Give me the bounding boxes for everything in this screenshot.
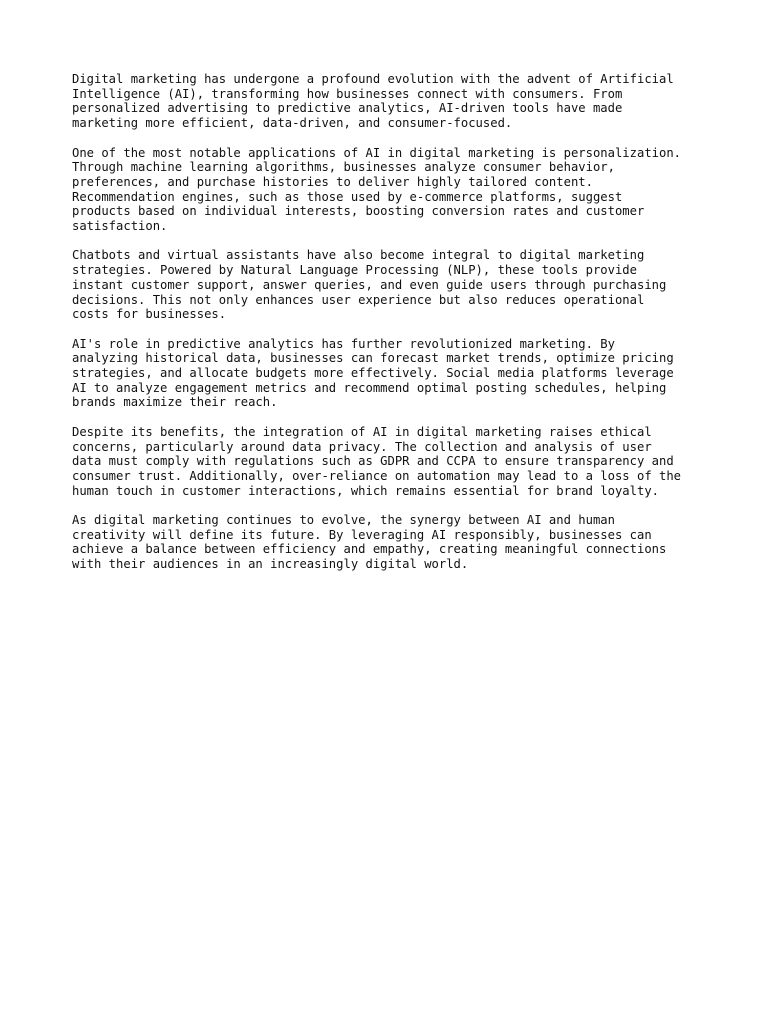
paragraph-personalization	[72, 146, 712, 234]
text-line: As digital marketing continues to evolve, the synergy between AI and human	[72, 513, 615, 528]
text-line: personalized advertising to predictive analytics, AI-driven tools have made	[72, 101, 623, 116]
text-line: One of the most notable applications of AI in digital marketing is personalization.	[72, 145, 682, 160]
text-line: Through machine learning algorithms, businesses analyze consumer behavior,	[72, 160, 615, 175]
text-line: Digital marketing has undergone a profound evolution with the advent of Artificial	[72, 72, 674, 86]
text-line: creativity will define its future. By leveraging AI responsibly, businesses can	[72, 527, 652, 542]
paragraph-intro	[72, 72, 712, 131]
text-line: decisions. This not only enhances user experience but also reduces operational	[72, 292, 645, 307]
text-line: satisfaction.	[72, 219, 168, 234]
text-line: instant customer support, answer queries, and even guide users through purchasing	[72, 277, 667, 292]
paragraph-chatbots	[72, 248, 712, 322]
text-line: consumer trust. Additionally, over-reliance on automation may lead to a loss of the	[72, 468, 682, 483]
text-line: Despite its benefits, the integration of AI in digital marketing raises ethical	[72, 424, 652, 439]
text-line: brands maximize their reach.	[72, 395, 278, 410]
text-line: AI to analyze engagement metrics and recommend optimal posting schedules, helping	[72, 380, 667, 395]
text-line: human touch in customer interactions, which remains essential for brand loyalty.	[72, 483, 659, 498]
text-line: Chatbots and virtual assistants have also become integral to digital marketing	[72, 248, 645, 263]
text-line: Intelligence (AI), transforming how businesses connect with consumers. From	[72, 86, 623, 101]
paragraph-predictive-analytics	[72, 337, 712, 411]
text-line: concerns, particularly around data privacy. The collection and analysis of user	[72, 439, 652, 454]
text-line: achieve a balance between efficiency and empathy, creating meaningful connections	[72, 542, 667, 557]
text-line: AI's role in predictive analytics has further revolutionized marketing. By	[72, 336, 615, 351]
document-body	[72, 72, 712, 587]
paragraph-conclusion	[72, 513, 712, 572]
text-line: preferences, and purchase histories to deliver highly tailored content.	[72, 174, 593, 189]
paragraph-ethics	[72, 425, 712, 499]
text-line: strategies. Powered by Natural Language Processing (NLP), these tools provide	[72, 263, 637, 278]
text-line: data must comply with regulations such as GDPR and CCPA to ensure transparency and	[72, 454, 674, 469]
text-line: Recommendation engines, such as those used by e-commerce platforms, suggest	[72, 189, 623, 204]
text-line: with their audiences in an increasingly digital world.	[72, 557, 469, 572]
text-line: marketing more efficient, data-driven, and consumer-focused.	[72, 116, 513, 131]
text-line: analyzing historical data, businesses can forecast market trends, optimize pricing	[72, 351, 674, 366]
text-line: products based on individual interests, boosting conversion rates and customer	[72, 204, 645, 219]
text-line: strategies, and allocate budgets more effectively. Social media platforms leverage	[72, 366, 674, 381]
text-line: costs for businesses.	[72, 307, 227, 322]
